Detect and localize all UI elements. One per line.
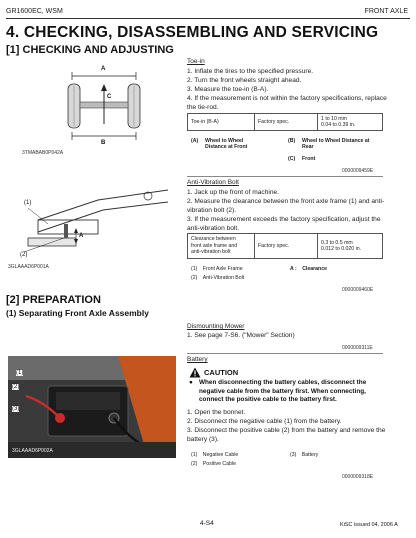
battery-figure-code: 3GLAAAD6P002A: [12, 448, 53, 454]
legend-text: Positive Cable: [202, 461, 236, 467]
subsection-checking: [1] CHECKING AND ADJUSTING: [6, 44, 174, 56]
caution-label: CAUTION: [204, 368, 239, 377]
spec-value-mm: 0.3 to 0.5 mm: [321, 239, 353, 246]
fig-label-2: (2): [12, 384, 20, 390]
anti-vibration-steps: [187, 188, 387, 233]
legend-key: A :: [290, 266, 297, 272]
step-item: 1. Open the bonnet.: [187, 409, 246, 416]
toe-in-code: 0000009459E: [342, 168, 374, 174]
section-divider: [187, 353, 383, 354]
step-item: 3. Measure the toe-in (B-A).: [187, 86, 269, 93]
legend-text: Front Axle Frame: [202, 266, 243, 272]
toe-in-heading: Toe-in: [187, 58, 205, 65]
legend-text: Negative Cable: [202, 452, 239, 458]
step-item: 3. If the measurement exceeds the factory specification, adjust the anti-vibration bolt.: [187, 216, 381, 232]
anti-vibration-figure: [8, 180, 178, 262]
step-item: 2. Turn the front wheels straight ahead.: [187, 77, 302, 84]
legend-key: (3): [290, 452, 297, 458]
legend-item: [191, 275, 244, 281]
battery-heading: Battery: [187, 356, 208, 363]
header-divider: [6, 18, 410, 19]
caution-block: [189, 379, 385, 405]
legend-key: (1): [191, 452, 198, 458]
spec-item: Toe-in (B-A): [188, 114, 255, 131]
spec-item-line: Clearance between: [191, 236, 236, 242]
legend-key: (C): [288, 156, 296, 162]
legend-key: (2): [191, 275, 198, 281]
spec-item-line: anti-vibration bolt: [191, 249, 231, 255]
fig-label-3: (3): [12, 406, 20, 412]
toe-in-figure: [8, 64, 168, 150]
fig-label-c: C: [107, 94, 112, 100]
spec-item: [188, 234, 255, 259]
legend-item: [191, 461, 236, 467]
battery-code: 0000009318E: [342, 474, 374, 480]
spec-value-in: 0.04 to 0.39 in.: [321, 122, 356, 128]
spec-value: [318, 234, 383, 259]
subsection-separating: (1) Separating Front Axle Assembly: [6, 308, 149, 318]
legend-text: Wheel to Wheel Distance at Front: [205, 138, 248, 150]
battery-steps: [187, 408, 387, 444]
step-item: 4. If the measurement is not within the factory specifications, replace the tie-rod.: [187, 95, 387, 111]
anti-vibration-spec-table: [187, 233, 383, 259]
anti-vibration-heading: Anti-Vibration Bolt: [187, 179, 239, 186]
spec-item-line: front axle frame and: [191, 242, 238, 249]
legend-item: [290, 266, 327, 272]
legend-key: (A): [191, 138, 199, 144]
fig-label-1: (1): [16, 370, 24, 376]
legend-item: [288, 156, 388, 162]
legend-text: Clearance: [302, 266, 327, 272]
battery-photo: [8, 356, 176, 458]
legend-text: Anti-Vibration Bolt: [202, 275, 245, 281]
bullet-icon: ●: [189, 379, 193, 386]
section-divider: [187, 176, 383, 177]
step-item: 1. Jack up the front of machine.: [187, 189, 279, 196]
dismount-steps: [187, 331, 387, 340]
legend-text: Battery: [301, 452, 319, 458]
step-item: 1. Inflate the tires to the specified pressure.: [187, 68, 314, 75]
step-item: 2. Disconnect the negative cable (1) from the battery.: [187, 418, 342, 425]
issue-info: KiSC issued 04, 2006 A: [340, 522, 398, 528]
legend-item: [290, 452, 318, 458]
legend-item: [288, 138, 388, 150]
toe-in-spec-table: [187, 113, 383, 131]
dismount-code: 0000009311E: [342, 345, 373, 351]
fig-label-a: A: [79, 233, 84, 239]
legend-item: [191, 452, 238, 458]
dismount-heading: Dismounting Mower: [187, 323, 245, 330]
section-title: 4. CHECKING, DISASSEMBLING AND SERVICING: [6, 24, 379, 41]
legend-key: (2): [191, 461, 198, 467]
legend-text: Wheel to Wheel Distance at Rear: [302, 138, 370, 150]
toe-in-steps: [187, 67, 387, 112]
spec-value-in: 0.012 to 0.020 in.: [321, 245, 362, 252]
step-item: 1. See page 7-S6. ("Mower" Section): [187, 332, 295, 339]
subsection-preparation: [2] PREPARATION: [6, 294, 101, 306]
legend-key: (1): [191, 266, 198, 272]
legend-item: [191, 138, 251, 150]
fig-label-b: B: [101, 140, 106, 146]
legend-key: (B): [288, 138, 296, 144]
fig-label-1: (1): [24, 200, 32, 206]
fig-label-2: (2): [20, 252, 28, 258]
legend-item: [191, 266, 243, 272]
spec-value-mm: 1 to 10 mm: [321, 116, 347, 122]
step-item: 2. Measure the clearance between the front axle frame (1) and anti-vibration bolt (2).: [187, 198, 385, 214]
legend-text: Front: [302, 156, 316, 162]
spec-value: [318, 114, 383, 131]
spec-type: Factory spec.: [255, 234, 318, 259]
step-item: 3. Disconnect the positive cable (2) from the battery and remove the battery (3).: [187, 427, 386, 443]
fig-label-a: A: [101, 66, 106, 72]
header-left: GR1600EC, WSM: [6, 8, 63, 15]
toe-in-figure-code: 3TMABAB0P042A: [22, 150, 64, 156]
anti-vibration-figure-code: 3GLAAAD6P001A: [8, 264, 49, 270]
anti-vibration-code: 0000009460E: [342, 287, 374, 293]
header-right: FRONT AXLE: [364, 8, 408, 15]
page-number: 4-S4: [200, 520, 214, 527]
spec-type: Factory spec.: [255, 114, 318, 131]
caution-text: When disconnecting the battery cables, disconnect the negative cable from the battery first. When connecting, connect the positive cable to the battery first.: [199, 379, 367, 403]
